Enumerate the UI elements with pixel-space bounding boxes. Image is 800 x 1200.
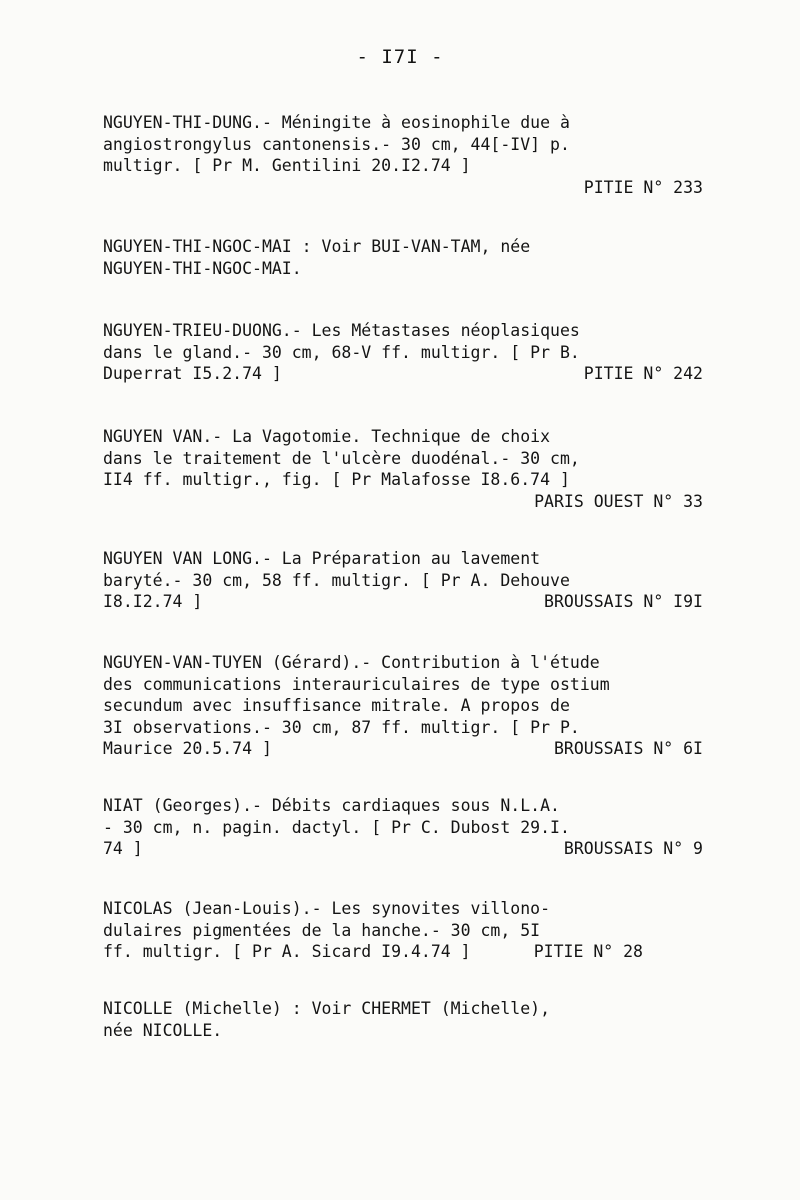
entry-line: II4 ff. multigr., fig. [ Pr Malafosse I8.6.74 ]: [103, 470, 570, 489]
entry-line: Maurice 20.5.74 ]: [103, 739, 272, 758]
entry-line: 74 ]: [103, 839, 143, 858]
entry-line: NIAT (Georges).- Débits cardiaques sous N.L.A.: [103, 796, 560, 815]
entry-line: des communications interauriculaires de type ostium: [103, 674, 610, 694]
entry-nguyen-thi-dung: [103, 112, 703, 198]
entry-line: NGUYEN-THI-DUNG.- Méningite à eosinophile due à: [103, 113, 570, 132]
entry-line: I8.I2.74 ]: [103, 592, 203, 611]
entry-line: multigr. [ Pr M. Gentilini 20.I2.74 ]: [103, 156, 471, 175]
entry-line: née NICOLLE.: [103, 1020, 223, 1040]
library-reference: BROUSSAIS N° I9I: [544, 592, 703, 611]
entry-line: NGUYEN VAN.- La Vagotomie. Technique de choix: [103, 427, 551, 446]
library-reference: PITIE N° 242: [583, 364, 703, 383]
library-reference: PITIE N° 28: [533, 942, 643, 961]
entry-line: dans le gland.- 30 cm, 68-V ff. multigr. [ Pr B.: [103, 342, 580, 362]
page-number: - I7I -: [356, 46, 444, 68]
entry-line: NGUYEN VAN LONG.- La Préparation au lavement: [103, 549, 541, 568]
entry-niat: [103, 795, 703, 860]
library-reference: BROUSSAIS N° 9: [563, 839, 703, 858]
entry-line: - 30 cm, n. pagin. dactyl. [ Pr C. Dubost 29.I.: [103, 817, 570, 837]
entry-line: secundum avec insuffisance mitrale. A propos de: [103, 696, 570, 715]
entry-line: NGUYEN-TRIEU-DUONG.- Les Métastases néoplasiques: [103, 321, 580, 340]
entry-nicolle: [103, 998, 703, 1041]
entry-nicolas: [103, 898, 703, 963]
entry-nguyen-van-long: [103, 548, 703, 613]
library-reference: PARIS OUEST N° 33: [534, 491, 703, 511]
library-reference: PITIE N° 233: [583, 177, 703, 197]
entry-line: NICOLAS (Jean-Louis).- Les synovites villono-: [103, 899, 551, 918]
entry-line: dulaires pigmentées de la hanche.- 30 cm, 5I: [103, 920, 541, 940]
entry-nguyen-van: [103, 426, 703, 512]
library-reference: BROUSSAIS N° 6I: [553, 739, 703, 758]
entry-nguyen-van-tuyen: [103, 652, 703, 760]
entry-line: 3I observations.- 30 cm, 87 ff. multigr. [ Pr P.: [103, 717, 580, 737]
entry-line: baryté.- 30 cm, 58 ff. multigr. [ Pr A. Dehouve: [103, 570, 570, 590]
entry-line: dans le traitement de l'ulcère duodénal.- 30 cm,: [103, 448, 580, 468]
entry-nguyen-trieu-duong: [103, 320, 703, 385]
entry-line: NICOLLE (Michelle) : Voir CHERMET (Michelle),: [103, 999, 551, 1018]
entry-line: angiostrongylus cantonensis.- 30 cm, 44[-IV] p.: [103, 134, 570, 154]
entry-line: NGUYEN-THI-NGOC-MAI : Voir BUI-VAN-TAM, née: [103, 237, 531, 256]
entry-line: NGUYEN-VAN-TUYEN (Gérard).- Contribution à l'étude: [103, 653, 600, 672]
entry-nguyen-thi-ngoc-mai: [103, 236, 703, 279]
entry-line: Duperrat I5.2.74 ]: [103, 364, 282, 383]
entry-line: ff. multigr. [ Pr A. Sicard I9.4.74 ]: [103, 942, 471, 961]
entry-line: NGUYEN-THI-NGOC-MAI.: [103, 258, 302, 278]
